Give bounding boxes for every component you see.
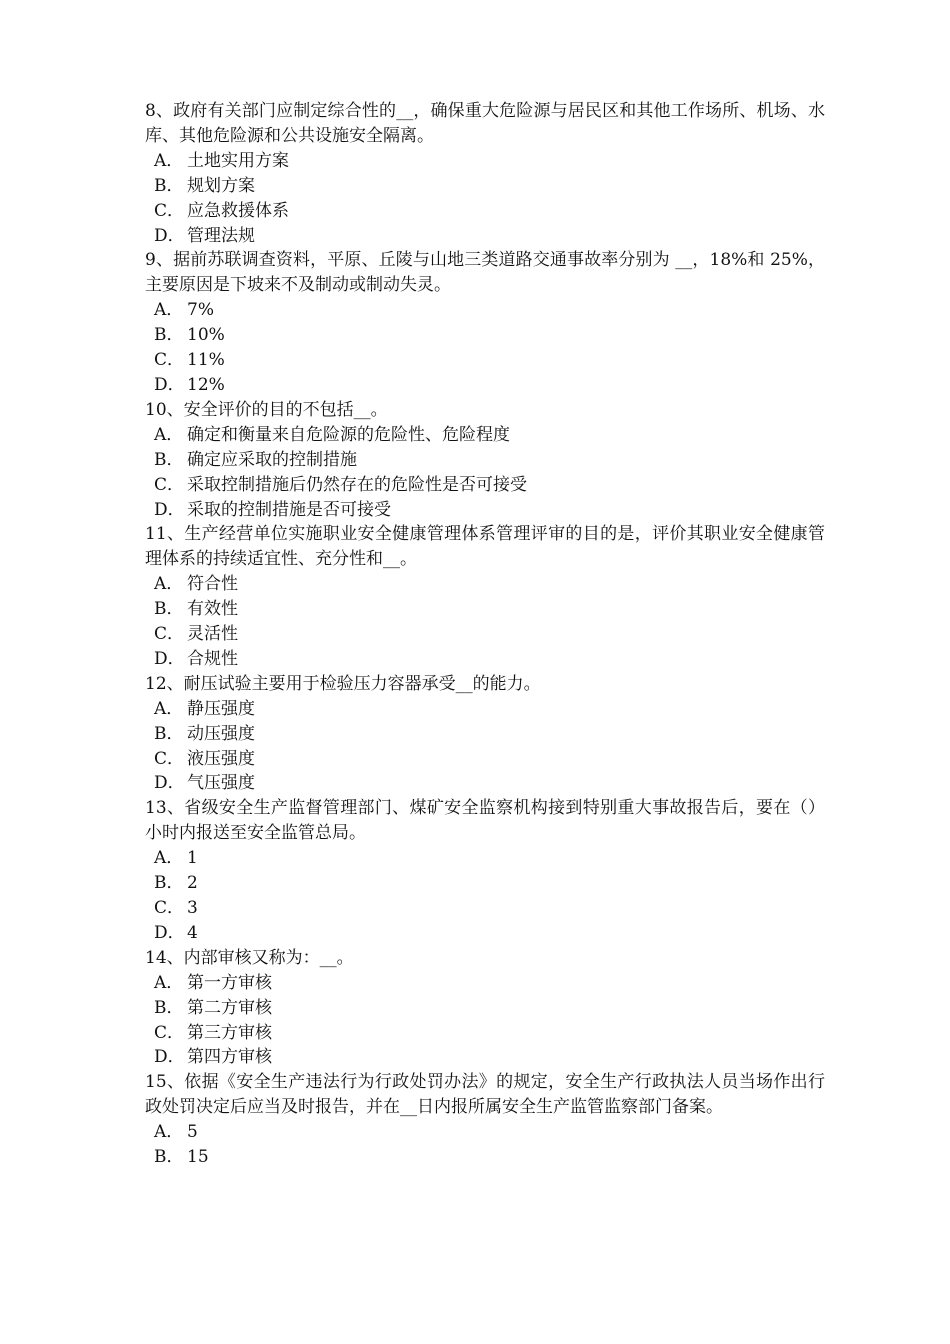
option-letter: A． xyxy=(154,574,184,595)
question-stem: 9、据前苏联调查资料，平原、丘陵与山地三类道路交通事故率分别为 __，18%和 25%，主要原因是下坡来不及制动或制动失灵。 xyxy=(145,250,825,296)
option-text: 11% xyxy=(187,350,225,371)
option-letter: B． xyxy=(154,449,184,470)
option-text: 液压强度 xyxy=(187,748,255,769)
option-text: 2 xyxy=(187,873,198,894)
option-list xyxy=(145,1120,825,1170)
option-letter: A． xyxy=(154,698,184,719)
option-letter: B． xyxy=(154,873,184,894)
option-list xyxy=(145,423,825,523)
option-d xyxy=(145,1045,825,1070)
option-d xyxy=(145,498,825,523)
option-c xyxy=(145,473,825,498)
option-text: 采取的控制措施是否可接受 xyxy=(187,499,391,520)
option-text: 有效性 xyxy=(187,599,238,620)
question-14 xyxy=(145,946,825,1071)
option-letter: A． xyxy=(154,300,184,321)
option-text: 3 xyxy=(187,898,198,918)
option-list xyxy=(145,572,825,672)
option-text: 12% xyxy=(187,374,225,395)
question-15 xyxy=(145,1070,825,1170)
option-letter: B． xyxy=(154,723,184,744)
option-a xyxy=(145,298,825,323)
option-text: 确定应采取的控制措施 xyxy=(187,449,357,470)
option-text: 管理法规 xyxy=(187,225,255,246)
option-letter: C． xyxy=(154,898,185,918)
option-text: 5 xyxy=(187,1122,198,1143)
option-letter: B． xyxy=(154,325,184,346)
option-c xyxy=(145,747,825,772)
option-text: 10% xyxy=(187,325,225,346)
option-text: 第二方审核 xyxy=(187,997,272,1018)
option-c xyxy=(145,1021,825,1046)
option-text: 应急救援体系 xyxy=(187,200,289,221)
option-b xyxy=(145,448,825,473)
option-letter: C． xyxy=(154,350,185,371)
question-13 xyxy=(145,796,825,945)
option-letter: C． xyxy=(154,1022,185,1043)
option-d xyxy=(145,373,825,398)
option-c xyxy=(145,896,825,921)
option-letter: D． xyxy=(154,1047,185,1068)
option-letter: C． xyxy=(154,474,185,495)
question-stem: 10、安全评价的目的不包括__。 xyxy=(145,399,388,420)
option-a xyxy=(145,971,825,996)
option-c xyxy=(145,348,825,373)
option-b xyxy=(145,597,825,622)
option-list xyxy=(145,298,825,398)
option-text: 4 xyxy=(187,922,198,943)
option-letter: D． xyxy=(154,648,185,669)
option-letter: A． xyxy=(154,848,184,869)
option-b xyxy=(145,174,825,199)
option-a xyxy=(145,846,825,871)
option-b xyxy=(145,996,825,1021)
option-letter: B． xyxy=(154,599,184,620)
question-stem: 15、依据《安全生产违法行为行政处罚办法》的规定，安全生产行政执法人员当场作出行政处罚决定后应当及时报告，并在__日内报所属安全生产监管监察部门备案。 xyxy=(145,1072,825,1118)
option-list xyxy=(145,971,825,1071)
option-letter: D． xyxy=(154,225,185,246)
option-letter: A． xyxy=(154,972,184,993)
option-b xyxy=(145,722,825,747)
option-text: 第三方审核 xyxy=(187,1022,272,1043)
option-text: 气压强度 xyxy=(187,773,255,794)
option-text: 确定和衡量来自危险源的危险性、危险程度 xyxy=(187,424,510,445)
option-list xyxy=(145,149,825,249)
option-text: 动压强度 xyxy=(187,723,255,744)
option-c xyxy=(145,622,825,647)
question-stem: 13、省级安全生产监督管理部门、煤矿安全监察机构接到特别重大事故报告后，要在（）小时内报送至安全监管总局。 xyxy=(145,798,825,844)
option-text: 第一方审核 xyxy=(187,972,272,993)
option-text: 规划方案 xyxy=(187,175,255,196)
question-8 xyxy=(145,99,825,248)
option-text: 1 xyxy=(187,848,198,869)
option-d xyxy=(145,771,825,796)
question-12 xyxy=(145,672,825,797)
option-letter: D． xyxy=(154,499,185,520)
question-stem: 14、内部审核又称为：__。 xyxy=(145,947,354,968)
option-d xyxy=(145,224,825,249)
question-stem: 8、政府有关部门应制定综合性的__，确保重大危险源与居民区和其他工作场所、机场、水库、其他危险源和公共设施安全隔离。 xyxy=(145,101,825,146)
option-a xyxy=(145,572,825,597)
option-text: 静压强度 xyxy=(187,698,255,719)
question-9 xyxy=(145,248,825,397)
document-page xyxy=(145,99,825,1170)
option-list xyxy=(145,846,825,946)
option-a xyxy=(145,423,825,448)
option-letter: D． xyxy=(154,374,185,395)
option-letter: B． xyxy=(154,1147,184,1168)
option-text: 第四方审核 xyxy=(187,1047,272,1068)
option-list xyxy=(145,697,825,797)
option-b xyxy=(145,871,825,896)
option-b xyxy=(145,1145,825,1170)
option-b xyxy=(145,323,825,348)
option-letter: A． xyxy=(154,424,184,445)
option-letter: B． xyxy=(154,175,184,196)
option-text: 7% xyxy=(187,300,214,321)
option-d xyxy=(145,921,825,946)
option-a xyxy=(145,149,825,174)
option-text: 15 xyxy=(187,1147,209,1168)
option-letter: D． xyxy=(154,773,185,794)
option-c xyxy=(145,199,825,224)
option-letter: C． xyxy=(154,624,185,645)
option-letter: A． xyxy=(154,1122,184,1143)
question-stem: 11、生产经营单位实施职业安全健康管理体系管理评审的目的是，评价其职业安全健康管理体系的持续适宜性、充分性和__。 xyxy=(145,524,825,570)
option-d xyxy=(145,647,825,672)
option-a xyxy=(145,1120,825,1145)
question-stem: 12、耐压试验主要用于检验压力容器承受__的能力。 xyxy=(145,673,541,694)
option-text: 符合性 xyxy=(187,574,238,595)
option-text: 采取控制措施后仍然存在的危险性是否可接受 xyxy=(187,474,527,495)
option-text: 灵活性 xyxy=(187,624,238,645)
option-letter: C． xyxy=(154,748,185,769)
option-letter: B． xyxy=(154,997,184,1018)
option-letter: A． xyxy=(154,150,184,171)
option-a xyxy=(145,697,825,722)
question-10 xyxy=(145,398,825,523)
option-letter: C． xyxy=(154,200,185,221)
question-11 xyxy=(145,522,825,671)
option-text: 土地实用方案 xyxy=(187,150,289,171)
option-text: 合规性 xyxy=(187,648,238,669)
option-letter: D． xyxy=(154,922,185,943)
